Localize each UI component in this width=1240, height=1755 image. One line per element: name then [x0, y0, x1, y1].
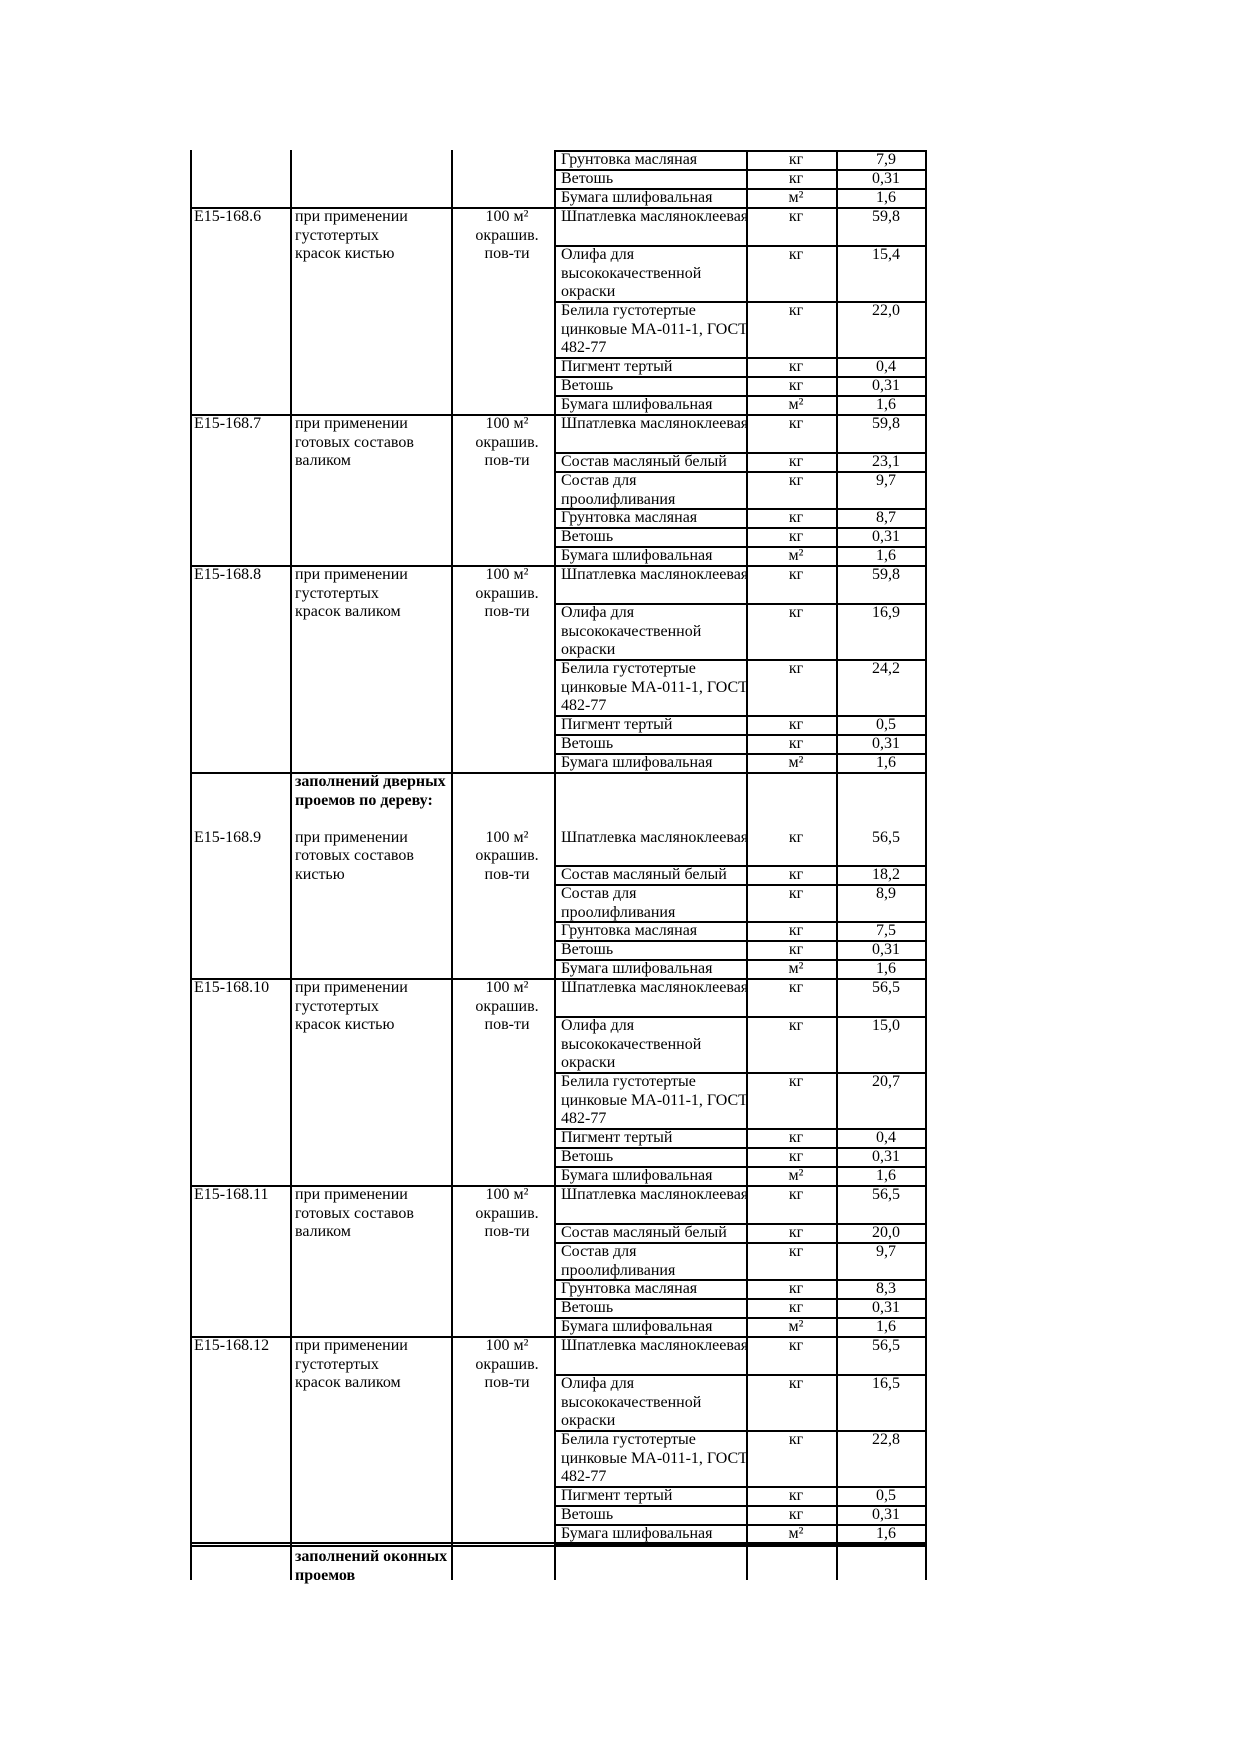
material-quantity: 0,31: [872, 1506, 900, 1523]
material-quantity: 9,7: [876, 1243, 896, 1260]
material-name: Пигмент тертый: [561, 1129, 673, 1146]
material-quantity: 1,6: [876, 960, 896, 977]
material-quantity: 1,6: [876, 754, 896, 771]
work-description-line: при применении: [295, 1186, 408, 1203]
material-quantity: 56,5: [872, 1186, 900, 1203]
material-name: Шпатлевка масляноклеевая: [561, 415, 749, 432]
measure-unit-line: 100 м²: [485, 828, 529, 846]
material-unit: кг: [788, 1148, 804, 1165]
material-name: Пигмент тертый: [561, 358, 673, 375]
material-name: Ветошь: [561, 528, 614, 545]
work-description-line: валиком: [295, 1223, 351, 1241]
material-name: Бумага шлифовальная: [561, 1318, 713, 1335]
material-unit: кг: [788, 472, 804, 489]
material-quantity: 8,9: [876, 885, 896, 902]
material-quantity: 23,1: [872, 453, 900, 470]
material-unit: кг: [788, 358, 804, 375]
measure-unit-line: 100 м²: [485, 979, 529, 996]
material-quantity: 15,0: [872, 1017, 900, 1034]
material-unit: кг: [788, 979, 804, 996]
norm-code: Е15-168.8: [194, 566, 262, 583]
measure-unit-line: окрашив.: [475, 226, 539, 244]
material-quantity: 16,5: [872, 1375, 900, 1392]
material-name: Грунтовка масляная: [561, 922, 698, 939]
work-description-line: готовых составов: [295, 847, 414, 865]
work-description-line: при применении: [295, 415, 408, 432]
material-name: Состав масляный белый: [561, 453, 727, 470]
material-name: Олифа для высококачественной окраски: [561, 246, 702, 301]
work-description-line: при применении: [295, 566, 408, 583]
material-name: Состав для проолифливания: [561, 885, 676, 921]
material-quantity: 0,4: [876, 1129, 896, 1146]
measure-unit-line: окрашив.: [475, 433, 539, 451]
material-name: Ветошь: [561, 170, 614, 187]
material-quantity: 8,7: [876, 509, 896, 526]
material-unit: кг: [788, 1506, 804, 1523]
material-unit: кг: [788, 1431, 804, 1448]
material-quantity: 0,4: [876, 358, 896, 375]
material-name: Белила густотертые цинковые МА-011-1, ГОСТ 482-77: [561, 1073, 748, 1128]
material-quantity: 59,8: [872, 415, 900, 432]
material-unit: м²: [788, 960, 804, 977]
section-heading: заполнений оконных проемов: [295, 1548, 448, 1584]
material-quantity: 0,31: [872, 377, 900, 394]
measure-unit-line: 100 м²: [485, 208, 529, 225]
material-quantity: 0,31: [872, 941, 900, 958]
material-quantity: 15,4: [872, 246, 900, 263]
work-description-line: густотертых: [295, 226, 379, 244]
material-name: Белила густотертые цинковые МА-011-1, ГОСТ 482-77: [561, 1431, 748, 1486]
material-quantity: 7,5: [876, 922, 896, 939]
material-quantity: 1,6: [876, 1318, 896, 1335]
measure-unit-line: пов-ти: [484, 1016, 530, 1034]
norm-code: Е15-168.11: [194, 1186, 269, 1203]
material-name: Шпатлевка масляноклеевая: [561, 979, 749, 996]
norm-code: Е15-168.12: [194, 1337, 270, 1354]
material-name: Бумага шлифовальная: [561, 547, 713, 564]
material-unit: кг: [788, 604, 804, 621]
measure-unit-line: окрашив.: [475, 997, 539, 1015]
material-unit: кг: [788, 377, 804, 394]
measure-unit-line: 100 м²: [485, 566, 529, 583]
measure-unit-line: окрашив.: [475, 1204, 539, 1222]
material-unit: кг: [788, 1129, 804, 1146]
material-unit: кг: [788, 885, 804, 902]
material-unit: кг: [788, 415, 804, 432]
measure-unit-line: 100 м²: [485, 1337, 529, 1354]
material-unit: м²: [788, 189, 804, 206]
material-unit: кг: [788, 866, 804, 883]
material-unit: кг: [788, 1186, 804, 1203]
material-unit: кг: [788, 941, 804, 958]
measure-unit-line: пов-ти: [484, 245, 530, 263]
work-description-line: при применении: [295, 828, 408, 846]
measure-unit-line: пов-ти: [484, 1223, 530, 1241]
material-quantity: 18,2: [872, 866, 900, 883]
material-quantity: 59,8: [872, 208, 900, 225]
material-unit: кг: [788, 302, 804, 319]
section-heading: заполнений дверных проемов по дереву:: [295, 773, 446, 809]
material-unit: кг: [788, 1487, 804, 1504]
material-quantity: 1,6: [876, 1167, 896, 1184]
norm-code: Е15-168.6: [194, 208, 262, 225]
material-unit: кг: [788, 1375, 804, 1392]
table-vertical-rule: [290, 150, 292, 1580]
material-name: Бумага шлифовальная: [561, 960, 713, 977]
material-unit: кг: [788, 828, 804, 846]
material-unit: кг: [788, 1017, 804, 1034]
material-name: Ветошь: [561, 1506, 614, 1523]
material-unit: кг: [788, 1073, 804, 1090]
measure-unit-line: 100 м²: [485, 1186, 529, 1203]
material-quantity: 0,31: [872, 1299, 900, 1316]
footer-rule: [190, 1545, 927, 1547]
material-unit: м²: [788, 1525, 804, 1542]
material-name: Шпатлевка масляноклеевая: [561, 208, 749, 225]
material-unit: кг: [788, 246, 804, 263]
material-unit: кг: [788, 509, 804, 526]
material-name: Бумага шлифовальная: [561, 396, 713, 413]
material-quantity: 0,5: [876, 1487, 896, 1504]
material-quantity: 7,9: [876, 151, 896, 168]
material-name: Олифа для высококачественной окраски: [561, 604, 702, 659]
material-quantity: 0,5: [876, 716, 896, 733]
material-quantity: 9,7: [876, 472, 896, 489]
material-name: Состав для проолифливания: [561, 1243, 676, 1279]
work-description-line: красок валиком: [295, 1374, 401, 1392]
material-unit: м²: [788, 1167, 804, 1184]
material-unit: м²: [788, 754, 804, 771]
material-unit: кг: [788, 1224, 804, 1241]
work-description-line: готовых составов: [295, 433, 414, 451]
material-quantity: 0,31: [872, 735, 900, 752]
material-quantity: 1,6: [876, 547, 896, 564]
material-unit: кг: [788, 716, 804, 733]
material-name: Шпатлевка масляноклеевая: [561, 566, 749, 583]
material-unit: м²: [788, 547, 804, 564]
measure-unit-line: пов-ти: [484, 452, 530, 470]
material-unit: кг: [788, 528, 804, 545]
material-name: Состав масляный белый: [561, 866, 727, 883]
work-description-line: валиком: [295, 452, 351, 470]
norm-code: Е15-168.7: [194, 415, 262, 432]
norm-code: Е15-168.9: [194, 828, 262, 846]
work-description-line: густотертых: [295, 584, 379, 602]
material-unit: кг: [788, 453, 804, 470]
material-quantity: 0,31: [872, 170, 900, 187]
material-quantity: 8,3: [876, 1280, 896, 1297]
material-quantity: 56,5: [872, 828, 900, 846]
material-name: Белила густотертые цинковые МА-011-1, ГОСТ 482-77: [561, 302, 748, 357]
norm-code: Е15-168.10: [194, 979, 270, 996]
work-description-line: готовых составов: [295, 1204, 414, 1222]
material-quantity: 56,5: [872, 1337, 900, 1354]
material-unit: кг: [788, 566, 804, 583]
material-unit: кг: [788, 922, 804, 939]
material-name: Бумага шлифовальная: [561, 1525, 713, 1542]
material-unit: кг: [788, 151, 804, 168]
material-name: Бумага шлифовальная: [561, 1167, 713, 1184]
material-unit: кг: [788, 660, 804, 677]
footer-double-rule: [190, 1542, 927, 1544]
material-unit: кг: [788, 1337, 804, 1354]
material-name: Ветошь: [561, 377, 614, 394]
material-name: Олифа для высококачественной окраски: [561, 1375, 702, 1430]
work-description-line: красок кистью: [295, 245, 395, 263]
material-name: Белила густотертые цинковые МА-011-1, ГОСТ 482-77: [561, 660, 748, 715]
work-description-line: красок кистью: [295, 1016, 395, 1034]
material-name: Ветошь: [561, 735, 614, 752]
material-name: Ветошь: [561, 1148, 614, 1165]
material-quantity: 22,8: [872, 1431, 900, 1448]
material-unit: м²: [788, 1318, 804, 1335]
material-unit: кг: [788, 735, 804, 752]
material-name: Шпатлевка масляноклеевая: [561, 1186, 749, 1203]
material-name: Олифа для высококачественной окраски: [561, 1017, 702, 1072]
material-quantity: 1,6: [876, 396, 896, 413]
material-quantity: 56,5: [872, 979, 900, 996]
material-name: Пигмент тертый: [561, 1487, 673, 1504]
material-name: Пигмент тертый: [561, 716, 673, 733]
work-description-line: густотертых: [295, 1355, 379, 1373]
material-quantity: 24,2: [872, 660, 900, 677]
material-name: Ветошь: [561, 941, 614, 958]
material-quantity: 16,9: [872, 604, 900, 621]
measure-unit-line: окрашив.: [475, 1355, 539, 1373]
material-unit: кг: [788, 170, 804, 187]
work-description-line: красок валиком: [295, 603, 401, 621]
material-name: Бумага шлифовальная: [561, 189, 713, 206]
material-quantity: 0,31: [872, 528, 900, 545]
work-description-line: при применении: [295, 208, 408, 225]
material-name: Бумага шлифовальная: [561, 754, 713, 771]
material-unit: кг: [788, 208, 804, 225]
material-quantity: 1,6: [876, 1525, 896, 1542]
material-name: Грунтовка масляная: [561, 151, 698, 168]
material-name: Шпатлевка масляноклеевая: [561, 828, 749, 846]
material-quantity: 1,6: [876, 189, 896, 206]
table-vertical-rule: [190, 150, 192, 1580]
measure-unit-line: пов-ти: [484, 866, 530, 883]
material-name: Грунтовка масляная: [561, 509, 698, 526]
material-quantity: 0,31: [872, 1148, 900, 1165]
measure-unit-line: пов-ти: [484, 603, 530, 621]
work-description-line: кистью: [295, 866, 345, 883]
material-quantity: 20,0: [872, 1224, 900, 1241]
material-quantity: 20,7: [872, 1073, 900, 1090]
work-description-line: густотертых: [295, 997, 379, 1015]
material-unit: кг: [788, 1243, 804, 1260]
work-description-line: при применении: [295, 1337, 408, 1354]
material-unit: м²: [788, 396, 804, 413]
material-name: Шпатлевка масляноклеевая: [561, 1337, 749, 1354]
material-unit: кг: [788, 1280, 804, 1297]
measure-unit-line: окрашив.: [475, 847, 539, 865]
material-name: Состав масляный белый: [561, 1224, 727, 1241]
material-name: Ветошь: [561, 1299, 614, 1316]
measure-unit-line: 100 м²: [485, 415, 529, 432]
measure-unit-line: пов-ти: [484, 1374, 530, 1392]
material-unit: кг: [788, 1299, 804, 1316]
material-quantity: 22,0: [872, 302, 900, 319]
measure-unit-line: окрашив.: [475, 584, 539, 602]
work-description-line: при применении: [295, 979, 408, 996]
material-name: Состав для проолифливания: [561, 472, 676, 508]
material-name: Грунтовка масляная: [561, 1280, 698, 1297]
material-quantity: 59,8: [872, 566, 900, 583]
